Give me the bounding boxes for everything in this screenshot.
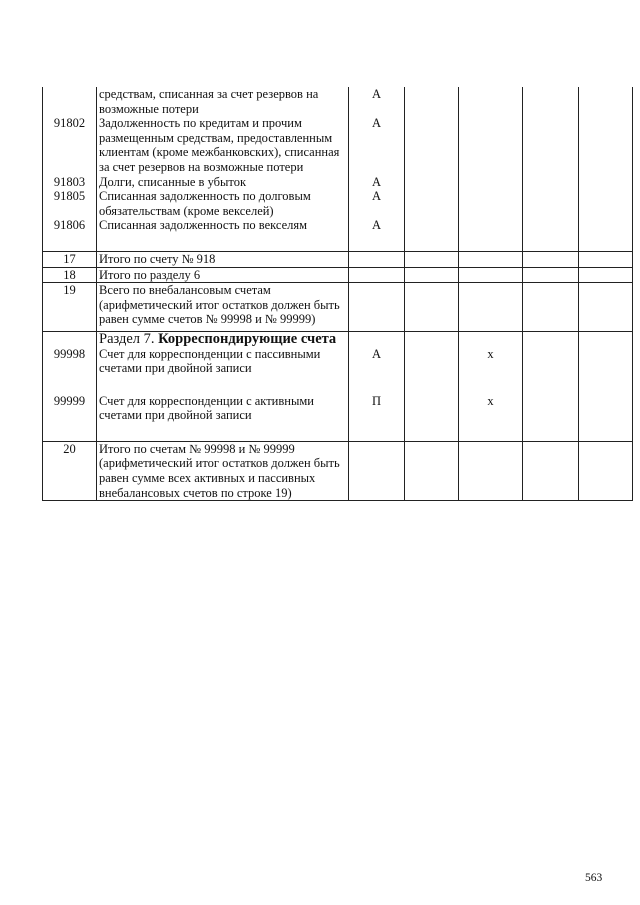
table-row	[43, 394, 633, 442]
section-prefix: Раздел 7.	[99, 330, 155, 347]
row-number: 91806	[43, 218, 97, 251]
section-title: Корреспондирующие счета	[158, 330, 337, 347]
row-description: Списанная задолженность по векселям	[97, 218, 349, 251]
table-row	[43, 441, 633, 500]
section-heading	[97, 331, 349, 346]
row-sign: А	[349, 175, 405, 190]
table-row	[43, 251, 633, 267]
row-sign: А	[349, 218, 405, 251]
row-description: Итого по разделу 6	[97, 267, 349, 283]
table-row	[43, 189, 633, 218]
row-number: 18	[43, 267, 97, 283]
table-row	[43, 283, 633, 332]
row-number: 17	[43, 251, 97, 267]
row-sign: А	[349, 87, 405, 116]
row-sign: П	[349, 394, 405, 442]
row-description: Списанная задолженность по долговым обязательствам (кроме векселей)	[97, 189, 349, 218]
row-number: 91803	[43, 175, 97, 190]
row-number: 99998	[43, 347, 97, 394]
accounts-table	[42, 87, 633, 501]
row-sign: А	[349, 116, 405, 174]
section-heading-row	[43, 331, 633, 346]
table-row	[43, 87, 633, 116]
row-description: Счет для корреспонденции с пассивными счетами при двойной записи	[97, 347, 349, 394]
row-description: Счет для корреспонденции с активными счетами при двойной записи	[97, 394, 349, 442]
row-description: Долги, списанные в убыток	[97, 175, 349, 190]
table-row	[43, 347, 633, 394]
row-description: Всего по внебалансовым счетам (арифметический итог остатков должен быть равен сумме счетов № 99998 и № 99999)	[97, 283, 349, 332]
row-description: Задолженность по кредитам и прочим размещенным средствам, предоставленным клиентам (кроме межбанковских), списанная за счет резервов на возможные потери	[97, 116, 349, 174]
table-row	[43, 218, 633, 251]
row-sign: А	[349, 347, 405, 394]
table-row	[43, 175, 633, 190]
row-number: 99999	[43, 394, 97, 442]
row-number: 20	[43, 441, 97, 500]
row-mark: х	[459, 394, 523, 442]
row-number: 91805	[43, 189, 97, 218]
row-mark: х	[459, 347, 523, 394]
row-description: средствам, списанная за счет резервов на возможные потери	[97, 87, 349, 116]
row-number: 19	[43, 283, 97, 332]
row-description: Итого по счету № 918	[97, 251, 349, 267]
table-row	[43, 116, 633, 174]
row-description: Итого по счетам № 99998 и № 99999 (арифметический итог остатков должен быть равен сумме всех активных и пассивных внебалансовых счетов по строке 19)	[97, 441, 349, 500]
row-sign: А	[349, 189, 405, 218]
table-row	[43, 267, 633, 283]
row-number: 91802	[43, 116, 97, 174]
page-number: 563	[585, 872, 603, 884]
